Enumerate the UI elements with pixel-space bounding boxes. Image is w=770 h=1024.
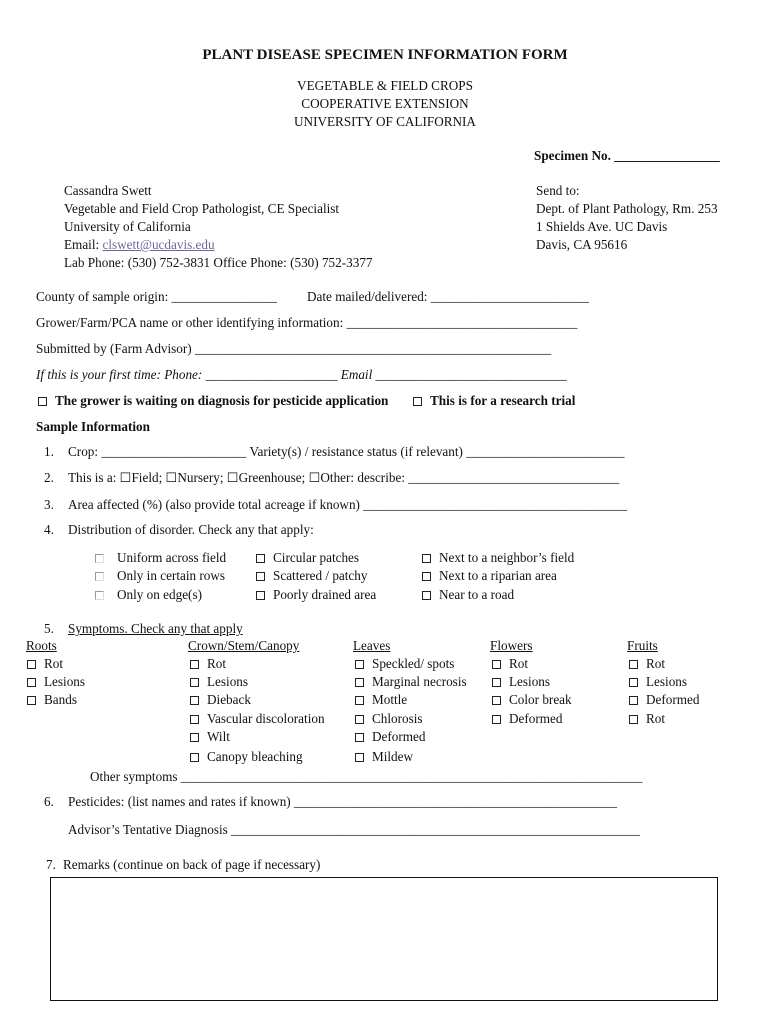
crown-heading: Crown/Stem/Canopy <box>188 638 300 653</box>
dist-option[interactable]: Next to a neighbor’s field <box>422 549 574 566</box>
contact-phones: Lab Phone: (530) 752-3831 Office Phone: (530) 752-3377 <box>64 255 373 270</box>
send-to-line-3: Davis, CA 95616 <box>536 237 628 252</box>
submitted-by-field[interactable]: Submitted by (Farm Advisor) ______________________________________________________ <box>36 341 552 356</box>
waiting-checkbox-row[interactable] <box>38 392 388 409</box>
first-time-field[interactable]: If this is your first time: Phone: ____________________ Email _____________________________ <box>36 367 567 382</box>
symptom-option[interactable]: Lesions <box>190 673 248 690</box>
symptom-option[interactable]: Marginal necrosis <box>355 673 467 690</box>
setting-field[interactable]: This is a: ☐Field; ☐Nursery; ☐Greenhouse; ☐Other: describe: ________________________________ <box>68 470 620 485</box>
symptom-option[interactable]: Rot <box>629 710 665 727</box>
checkbox-icon[interactable] <box>355 753 364 762</box>
fruits-heading: Fruits <box>627 638 658 653</box>
symptom-option[interactable]: Rot <box>190 655 226 672</box>
date-field[interactable]: Date mailed/delivered: ________________________ <box>307 289 590 304</box>
header-line-2: COOPERATIVE EXTENSION <box>301 96 469 111</box>
symptom-option[interactable]: Rot <box>27 655 63 672</box>
send-to-line-2: 1 Shields Ave. UC Davis <box>536 219 668 234</box>
symptom-option[interactable]: Wilt <box>190 728 230 745</box>
leaves-heading: Leaves <box>353 638 391 653</box>
checkbox-icon[interactable] <box>190 715 199 724</box>
roots-heading: Roots <box>26 638 57 653</box>
research-label: This is for a research trial <box>430 393 576 408</box>
checkbox-icon[interactable] <box>422 554 431 563</box>
county-field[interactable]: County of sample origin: ________________ <box>36 289 278 304</box>
q4-number: 4. <box>44 522 54 537</box>
symptom-option[interactable]: Lesions <box>492 673 550 690</box>
flowers-heading: Flowers <box>490 638 533 653</box>
email-link[interactable]: clswett@ucdavis.edu <box>102 237 215 252</box>
checkbox-icon[interactable] <box>355 733 364 742</box>
symptom-option[interactable]: Lesions <box>27 673 85 690</box>
symptom-option[interactable]: Dieback <box>190 691 251 708</box>
diagnosis-field[interactable]: Advisor’s Tentative Diagnosis ______________________________________________________________ <box>68 822 640 837</box>
header-line-1: VEGETABLE & FIELD CROPS <box>297 78 473 93</box>
dist-option[interactable]: Scattered / patchy <box>256 567 367 584</box>
dist-option[interactable]: Poorly drained area <box>256 586 376 603</box>
area-field[interactable]: Area affected (%) (also provide total acreage if known) ________________________________________ <box>68 497 627 512</box>
checkbox-icon[interactable] <box>256 554 265 563</box>
checkbox-icon[interactable] <box>492 678 501 687</box>
send-to-line-1: Dept. of Plant Pathology, Rm. 253 <box>536 201 718 216</box>
q1-number: 1. <box>44 444 54 459</box>
symptoms-prompt: Symptoms. Check any that apply <box>68 621 243 636</box>
checkbox-icon[interactable] <box>355 660 364 669</box>
contact-email-row <box>64 236 215 253</box>
contact-name: Cassandra Swett <box>64 183 152 198</box>
waiting-label: The grower is waiting on diagnosis for pesticide application <box>55 393 389 408</box>
dist-option[interactable]: Only on edge(s) <box>95 586 202 603</box>
checkbox-icon[interactable] <box>95 554 104 563</box>
symptom-option[interactable]: Mottle <box>355 691 407 708</box>
contact-org: University of California <box>64 219 191 234</box>
dist-option[interactable]: Circular patches <box>256 549 359 566</box>
remarks-label: Remarks (continue on back of page if necessary) <box>63 857 321 872</box>
pesticides-field[interactable]: Pesticides: (list names and rates if known) _________________________________________________ <box>68 794 618 809</box>
q6-number: 6. <box>44 794 54 809</box>
symptom-option[interactable]: Rot <box>492 655 528 672</box>
q7-number: 7. <box>46 857 56 872</box>
contact-role: Vegetable and Field Crop Pathologist, CE Specialist <box>64 201 340 216</box>
checkbox-icon[interactable] <box>95 572 104 581</box>
dist-option[interactable]: Next to a riparian area <box>422 567 557 584</box>
research-checkbox[interactable] <box>413 397 422 406</box>
research-checkbox-row[interactable] <box>413 392 575 409</box>
form-title: PLANT DISEASE SPECIMEN INFORMATION FORM <box>202 47 568 63</box>
checkbox-icon[interactable] <box>27 696 36 705</box>
dist-option[interactable]: Near to a road <box>422 586 514 603</box>
checkbox-icon[interactable] <box>27 660 36 669</box>
checkbox-icon[interactable] <box>422 591 431 600</box>
header-line-3: UNIVERSITY OF CALIFORNIA <box>294 114 476 129</box>
checkbox-icon[interactable] <box>492 715 501 724</box>
checkbox-icon[interactable] <box>27 678 36 687</box>
q5-number: 5. <box>44 621 54 636</box>
checkbox-icon[interactable] <box>629 715 638 724</box>
checkbox-icon[interactable] <box>190 753 199 762</box>
checkbox-icon[interactable] <box>422 572 431 581</box>
symptom-option[interactable]: Vascular discoloration <box>190 710 325 727</box>
q2-number: 2. <box>44 470 54 485</box>
checkbox-icon[interactable] <box>256 572 265 581</box>
checkbox-icon[interactable] <box>355 696 364 705</box>
checkbox-icon[interactable] <box>190 660 199 669</box>
q3-number: 3. <box>44 497 54 512</box>
checkbox-icon[interactable] <box>629 678 638 687</box>
send-to-label: Send to: <box>536 183 580 198</box>
checkbox-icon[interactable] <box>629 660 638 669</box>
checkbox-icon[interactable] <box>190 696 199 705</box>
symptom-option[interactable]: Bands <box>27 691 77 708</box>
symptom-option[interactable]: Deformed <box>629 691 699 708</box>
checkbox-icon[interactable] <box>95 591 104 600</box>
symptom-option[interactable]: Canopy bleaching <box>190 748 303 765</box>
checkbox-icon[interactable] <box>256 591 265 600</box>
checkbox-icon[interactable] <box>492 660 501 669</box>
checkbox-icon[interactable] <box>355 715 364 724</box>
checkbox-icon[interactable] <box>190 678 199 687</box>
symptom-option[interactable]: Lesions <box>629 673 687 690</box>
dist-option[interactable]: Only in certain rows <box>95 567 225 584</box>
symptom-option[interactable]: Deformed <box>355 728 425 745</box>
checkbox-icon[interactable] <box>355 678 364 687</box>
symptom-option[interactable]: Color break <box>492 691 572 708</box>
email-label: Email: <box>64 237 100 252</box>
grower-field[interactable]: Grower/Farm/PCA name or other identifying information: ___________________________________ <box>36 315 578 330</box>
checkbox-icon[interactable] <box>629 696 638 705</box>
symptom-option[interactable]: Deformed <box>492 710 562 727</box>
dist-option[interactable]: Uniform across field <box>95 549 226 566</box>
checkbox-icon[interactable] <box>492 696 501 705</box>
checkbox-icon[interactable] <box>190 733 199 742</box>
symptom-option[interactable]: Rot <box>629 655 665 672</box>
symptom-option[interactable]: Speckled/ spots <box>355 655 454 672</box>
sample-heading: Sample Information <box>36 419 150 434</box>
other-symptoms-field[interactable]: Other symptoms ______________________________________________________________________ <box>90 769 643 784</box>
symptom-option[interactable]: Mildew <box>355 748 413 765</box>
remarks-textarea[interactable] <box>50 877 718 1001</box>
crop-field[interactable]: Crop: ______________________ Variety(s) / resistance status (if relevant) ________________________ <box>68 444 625 459</box>
waiting-checkbox[interactable] <box>38 397 47 406</box>
specimen-number: Specimen No. ________________ <box>534 148 720 163</box>
symptom-option[interactable]: Chlorosis <box>355 710 423 727</box>
distribution-prompt: Distribution of disorder. Check any that apply: <box>68 522 314 537</box>
